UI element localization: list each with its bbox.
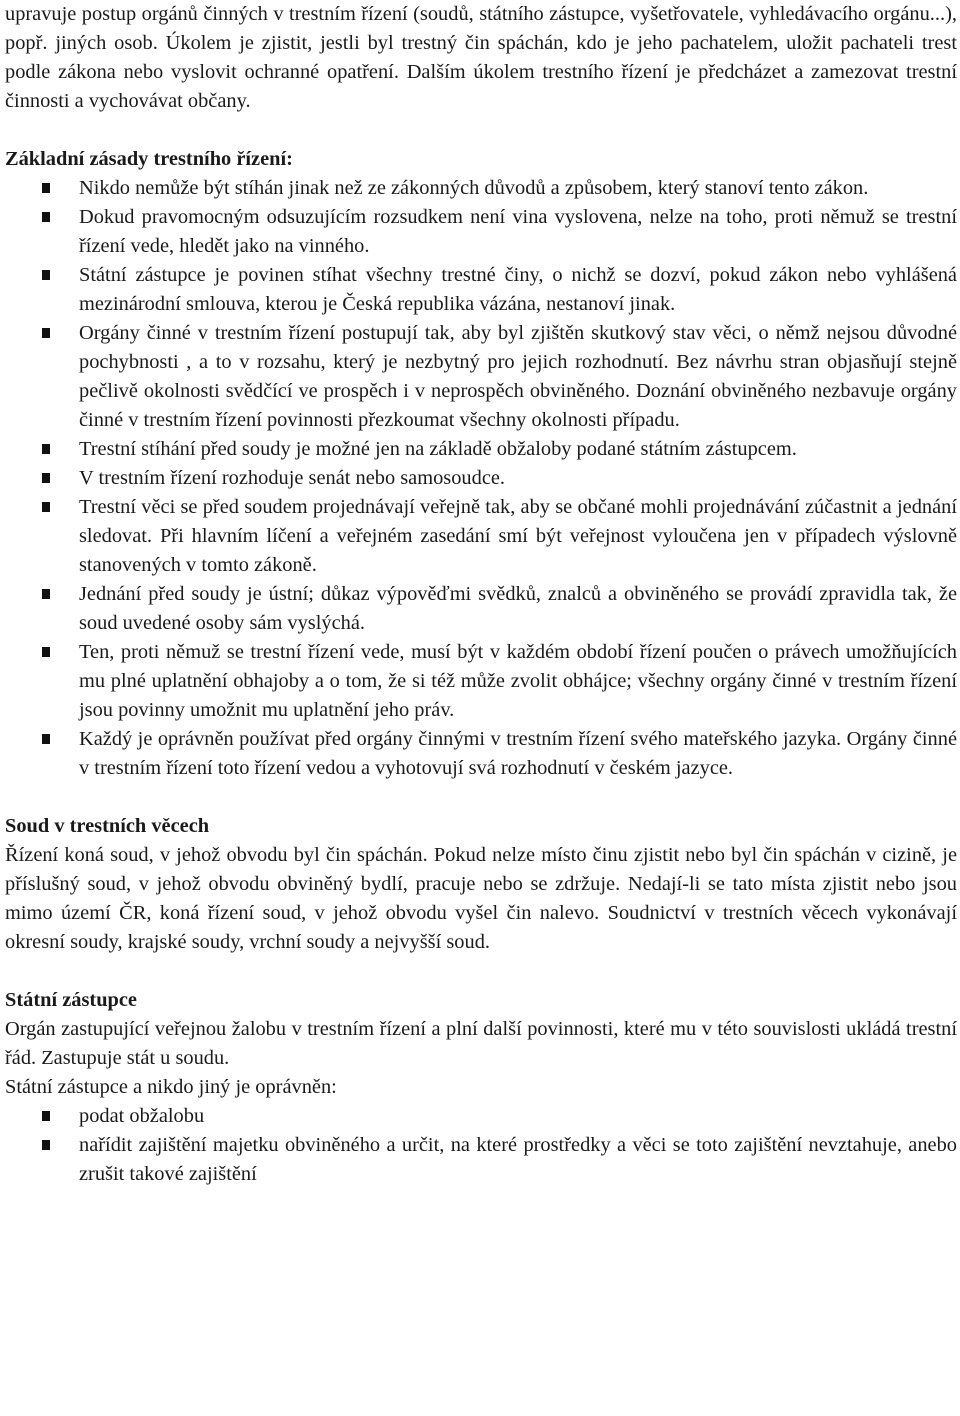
list-item: Každý je oprávněn používat před orgány činnými v trestním řízení svého mateřského jazyka. Orgány činné v trestním řízení toto řízení vedou a vyhotovují svá rozhodnutí v českém jazyce.: [5, 725, 957, 783]
list-item: Trestní stíhání před soudy je možné jen na základě obžaloby podané státním zástupcem.: [5, 435, 957, 464]
square-bullet-icon: [42, 647, 50, 657]
court-paragraph: Řízení koná soud, v jehož obvodu byl čin spáchán. Pokud nelze místo činu zjistit nebo byl čin spáchán v cizině, je příslušný soud, v jehož obvodu obviněný bydlí, pracuje nebo se zdržuje. Nedají-li se tato místa zjistit nebo jsou mimo území ČR, koná řízení soud, v jehož obvodu vyšel čin nalevo. Soudnictví v trestních věcech vykonávají okresní soudy, krajské soudy, vrchní soudy a nejvyšší soud.: [5, 844, 957, 953]
prosecutor-paragraph: Orgán zastupující veřejnou žalobu v trestním řízení a plní další povinnosti, které mu v této souvislosti ukládá trestní řád. Zastupuje stát u soudu.: [5, 1018, 957, 1069]
square-bullet-icon: [42, 473, 50, 483]
list-item: Trestní věci se před soudem projednávají veřejně tak, aby se občané mohli projednávání zúčastnit a jednání sledovat. Při hlavním líčení a veřejném zasedání smí být veřejnost vyloučena jen v případech výslovně stanovených v tomto zákoně.: [5, 493, 957, 580]
spacer: [5, 783, 957, 812]
square-bullet-icon: [42, 270, 50, 280]
square-bullet-icon: [42, 589, 50, 599]
square-bullet-icon: [42, 212, 50, 222]
square-bullet-icon: [42, 1140, 50, 1150]
list-item: V trestním řízení rozhoduje senát nebo samosoudce.: [5, 464, 957, 493]
list-item: podat obžalobu: [5, 1102, 957, 1131]
principles-list: [5, 174, 957, 783]
court-heading: Soud v trestních věcech: [5, 815, 210, 837]
list-item: Orgány činné v trestním řízení postupují tak, aby byl zjištěn skutkový stav věci, o němž nejsou důvodné pochybnosti , a to v rozsahu, který je nezbytný pro jejich rozhodnutí. Bez návrhu stran objasňují stejně pečlivě okolnosti svědčící ve prospěch i v neprospěch obviněného. Doznání obviněného nezbavuje orgány činné v trestním řízení povinnosti přezkoumat všechny okolnosti případu.: [5, 319, 957, 435]
list-item: Dokud pravomocným odsuzujícím rozsudkem není vina vyslovena, nelze na toho, proti němuž se trestní řízení vede, hledět jako na vinného.: [5, 203, 957, 261]
list-item: Nikdo nemůže být stíhán jinak než ze zákonných důvodů a způsobem, který stanoví tento zákon.: [5, 174, 957, 203]
square-bullet-icon: [42, 1111, 50, 1121]
square-bullet-icon: [42, 734, 50, 744]
square-bullet-icon: [42, 502, 50, 512]
list-item: Jednání před soudy je ústní; důkaz výpověďmi svědků, znalců a obviněného se provádí zpravidla tak, že soud uvedené osoby sám vyslýchá.: [5, 580, 957, 638]
square-bullet-icon: [42, 183, 50, 193]
list-item: nařídit zajištění majetku obviněného a určit, na které prostředky a věci se toto zajištění nevztahuje, anebo zrušit takové zajištění: [5, 1131, 957, 1189]
square-bullet-icon: [42, 444, 50, 454]
intro-paragraph: upravuje postup orgánů činných v trestním řízení (soudů, státního zástupce, vyšetřovatele, vyhledávacího orgánu...), popř. jiných osob. Úkolem je zjistit, jestli byl trestný čin spáchán, kdo je jeho pachatelem, uložit pachateli trest podle zákona nebo vyslovit ochranné opatření. Dalším úkolem trestního řízení je předcházet a zamezovat trestní činnosti a vychovávat občany.: [5, 3, 957, 112]
square-bullet-icon: [42, 328, 50, 338]
list-item: Státní zástupce je povinen stíhat všechny trestné činy, o nichž se dozví, pokud zákon nebo vyhlášená mezinárodní smlouva, kterou je Česká republika vázána, nestanoví jinak.: [5, 261, 957, 319]
principles-heading: Základní zásady trestního řízení:: [5, 148, 293, 170]
spacer: [5, 957, 957, 986]
list-item: Ten, proti němuž se trestní řízení vede, musí být v každém období řízení poučen o právech umožňujících mu plné uplatnění obhajoby a o tom, že si též může zvolit obhájce; všechny orgány činné v trestním řízení jsou povinny umožnit mu uplatnění jeho práv.: [5, 638, 957, 725]
spacer: [5, 116, 957, 145]
prosecutor-rights-intro: Státní zástupce a nikdo jiný je oprávněn:: [5, 1076, 337, 1098]
prosecutor-heading: Státní zástupce: [5, 989, 137, 1011]
prosecutor-rights-list: [5, 1102, 957, 1189]
